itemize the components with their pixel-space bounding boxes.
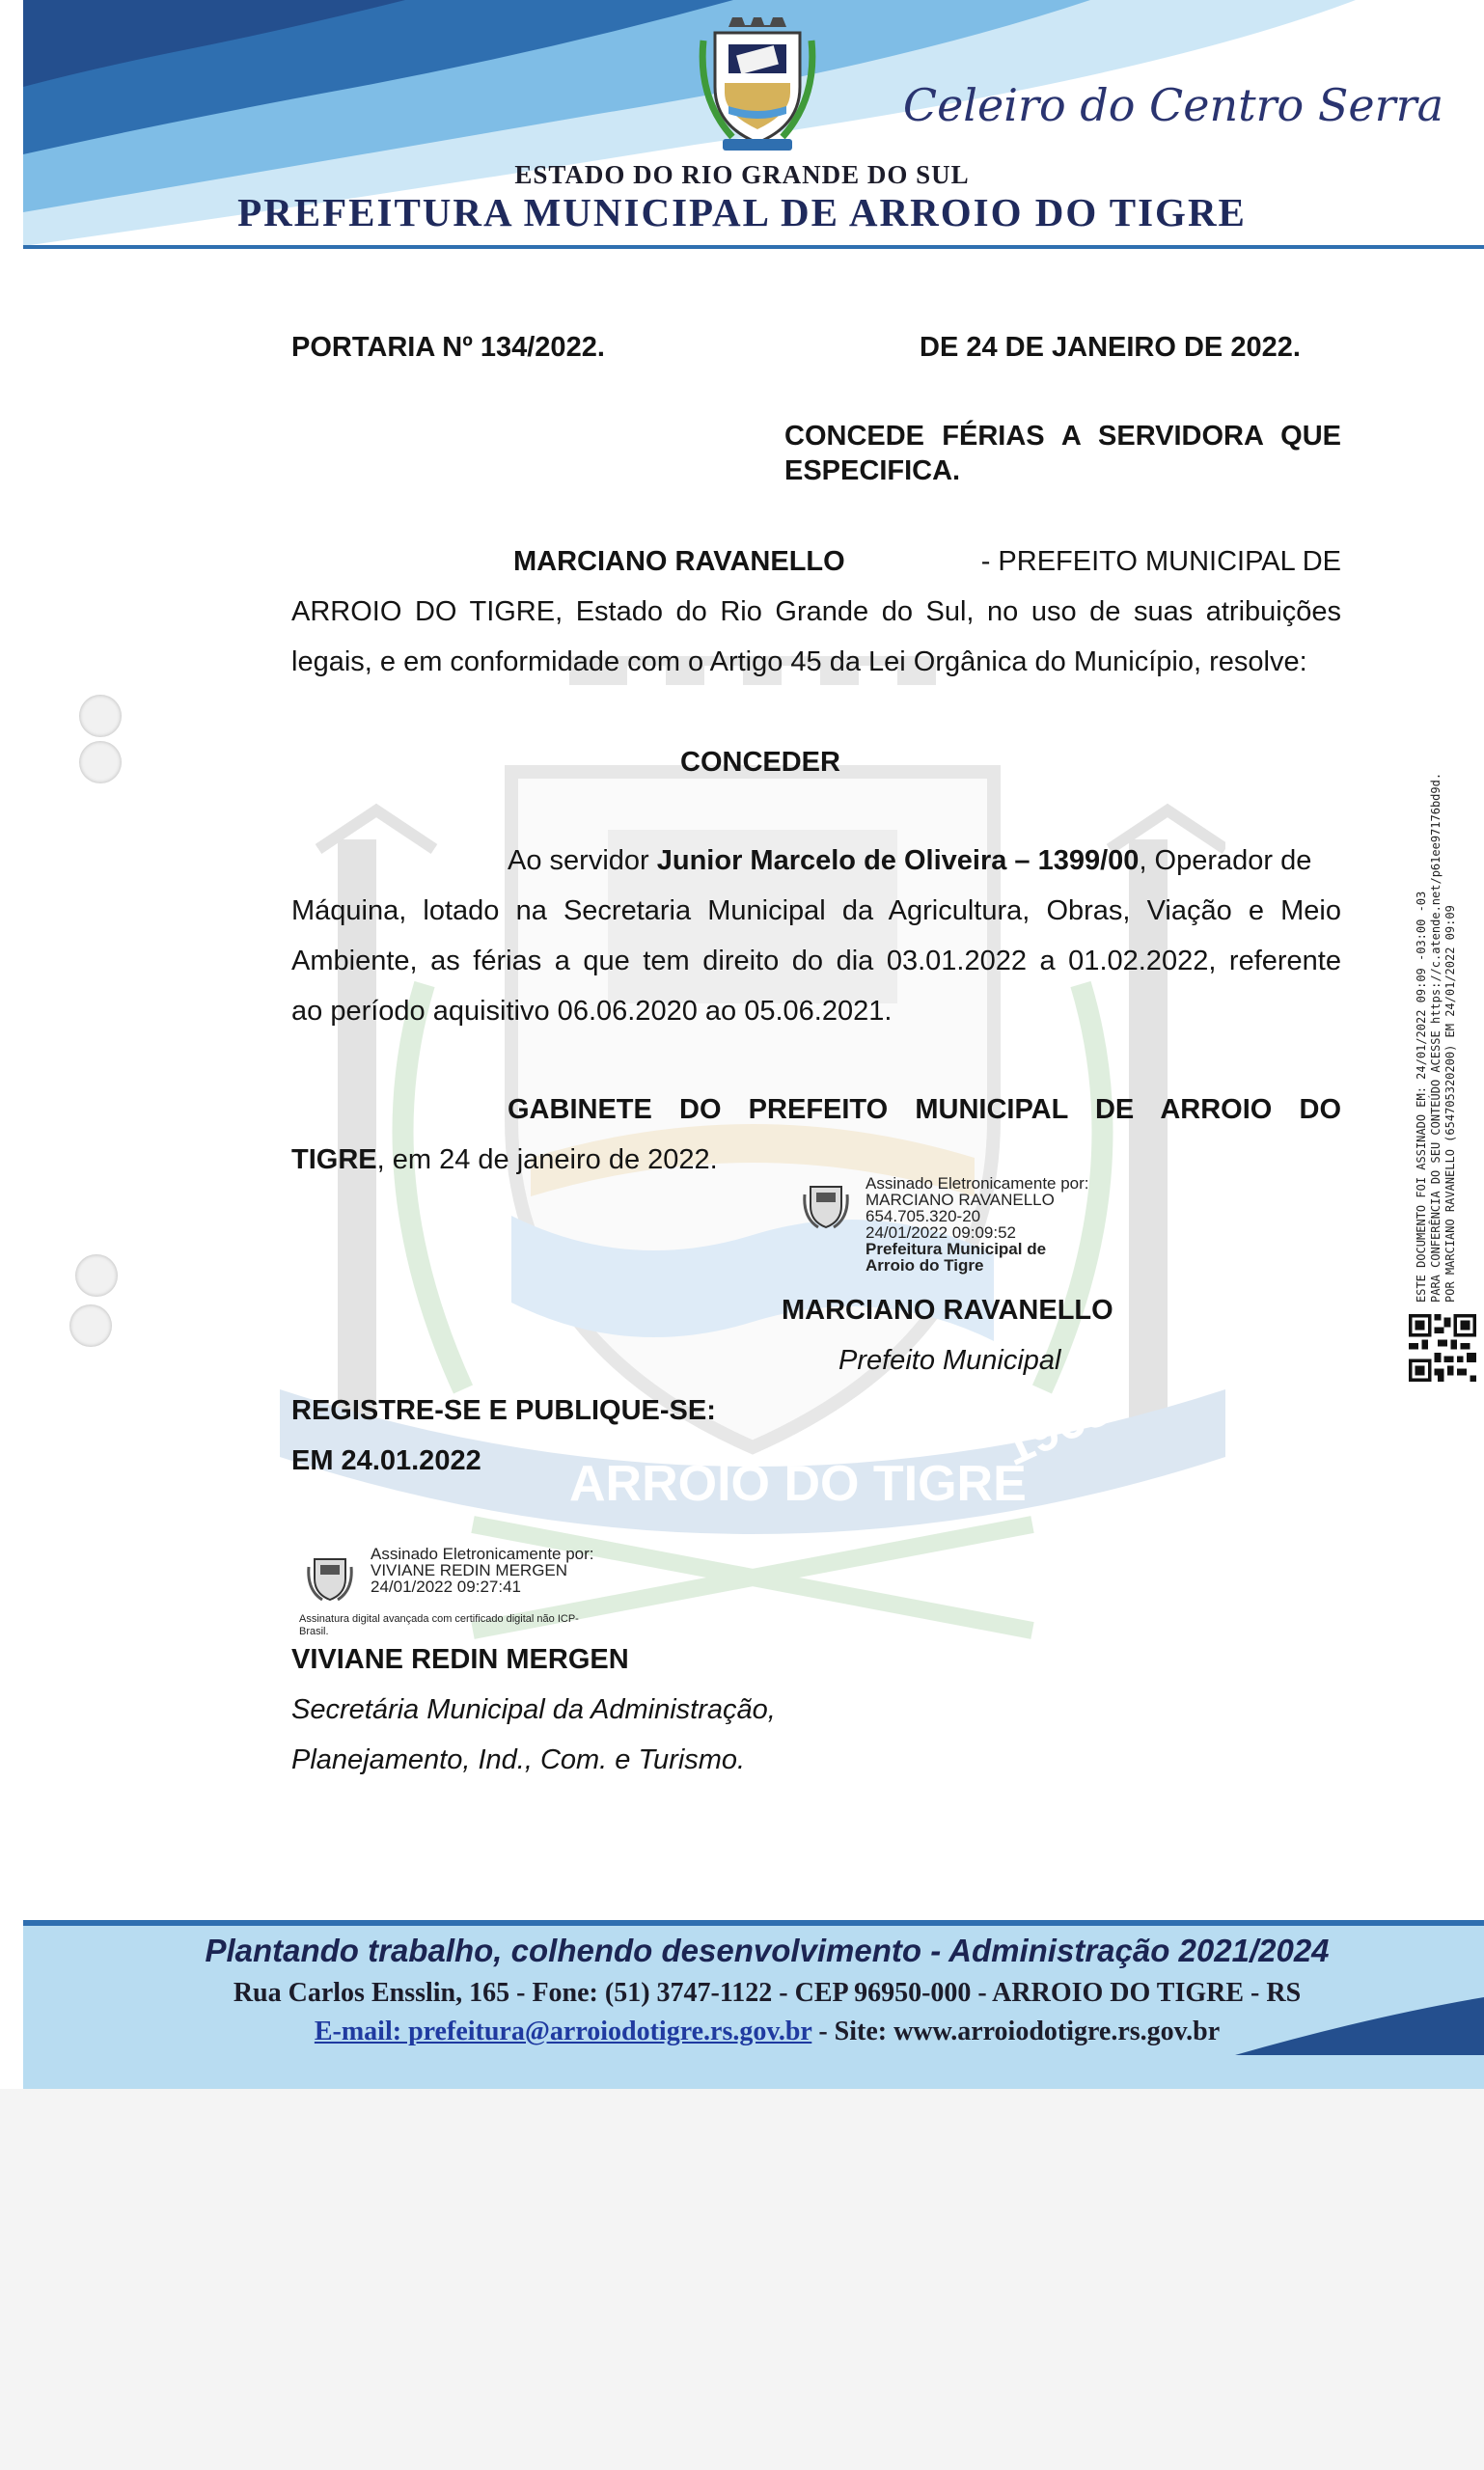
- paragraph-line: Ambiente, as férias a que tem direito do dia 03.01.2022 a 01.02.2022, referente: [291, 946, 1341, 976]
- punch-hole: [75, 1254, 118, 1297]
- e-signature-line: 24/01/2022 09:09:52: [866, 1223, 1016, 1242]
- signer-name: VIVIANE REDIN MERGEN: [291, 1644, 629, 1675]
- footer-stripe: [23, 1920, 1484, 1926]
- closing-line: GABINETE DO PREFEITO MUNICIPAL DE ARROIO DO: [508, 1094, 1341, 1125]
- footer-site: - Site: www.arroiodotigre.rs.gov.br: [811, 2017, 1221, 2046]
- closing-city: TIGRE: [291, 1144, 377, 1175]
- paragraph-line: [513, 536, 1341, 587]
- punch-hole: [69, 1304, 112, 1347]
- e-signature-seal-icon: [801, 1181, 851, 1231]
- side-stamp-line: PARA CONFERÊNCIA DO SEU CONTEÚDO ACESSE https://c.atende.net/p61ee97176bd9d.: [1429, 772, 1443, 1303]
- e-signature-note: Assinatura digital avançada com certificado digital não ICP-: [299, 1613, 579, 1625]
- header-slogan: Celeiro do Centro Serra: [902, 79, 1443, 131]
- paragraph-line: ao período aquisitivo 06.06.2020 ao 05.06.2021.: [291, 996, 893, 1027]
- closing-date: , em 24 de janeiro de 2022.: [376, 1144, 718, 1175]
- e-signature-line: VIVIANE REDIN MERGEN: [371, 1561, 568, 1579]
- scan-margin: [0, 2089, 1484, 2470]
- header-prefeitura: PREFEITURA MUNICIPAL DE ARROIO DO TIGRE: [237, 190, 1247, 234]
- paragraph-text: , Operador de: [1139, 845, 1312, 876]
- e-signature-seal-icon: [305, 1553, 355, 1604]
- signer-role: Secretária Municipal da Administração,: [291, 1694, 776, 1725]
- footer-email-link[interactable]: E-mail: prefeitura@arroiodotigre.rs.gov.br: [314, 2017, 812, 2046]
- signer-role: Prefeito Municipal: [838, 1345, 1061, 1376]
- e-signature-line: Assinado Eletronicamente por:: [371, 1545, 594, 1563]
- punch-hole: [79, 695, 122, 737]
- portaria-number: PORTARIA Nº 134/2022.: [291, 332, 605, 363]
- paragraph-text: - PREFEITO MUNICIPAL DE: [980, 546, 1341, 577]
- e-signature-line: 24/01/2022 09:27:41: [371, 1578, 521, 1596]
- signer-role: Planejamento, Ind., Com. e Turismo.: [291, 1744, 746, 1775]
- mayor-name: MARCIANO RAVANELLO: [513, 546, 845, 577]
- header-divider: [23, 245, 1484, 249]
- ementa-line: ESPECIFICA.: [784, 455, 961, 486]
- ementa-line: CONCEDE FÉRIAS A SERVIDORA QUE: [784, 421, 1341, 452]
- footer-contact: [0, 2017, 1484, 2047]
- registre-line: REGISTRE-SE E PUBLIQUE-SE:: [291, 1395, 716, 1426]
- signer-name: MARCIANO RAVANELLO: [782, 1295, 1113, 1326]
- paragraph-line: ARROIO DO TIGRE, Estado do Rio Grande do Sul, no uso de suas atribuições: [291, 596, 1341, 627]
- section-title: CONCEDER: [680, 747, 840, 778]
- e-signature-line: Arroio do Tigre: [866, 1256, 984, 1275]
- footer-motto: Plantando trabalho, colhendo desenvolvimento - Administração 2021/2024: [205, 1933, 1330, 1968]
- municipal-crest-logo: [690, 12, 825, 156]
- e-signature-note: Brasil.: [299, 1626, 329, 1637]
- e-signature-line: Assinado Eletronicamente por:: [866, 1174, 1089, 1193]
- portaria-date: DE 24 DE JANEIRO DE 2022.: [920, 332, 1301, 363]
- employee-name: Junior Marcelo de Oliveira – 1399/00: [656, 845, 1140, 876]
- paragraph-line: Máquina, lotado na Secretaria Municipal da Agricultura, Obras, Viação e Meio: [291, 895, 1341, 926]
- watermark-text: ARROIO DO TIGRE: [569, 1456, 1027, 1512]
- footer-address: Rua Carlos Ensslin, 165 - Fone: (51) 3747-1122 - CEP 96950-000 - ARROIO DO TIGRE - RS: [233, 1978, 1302, 2008]
- paragraph-line: legais, e em conformidade com o Artigo 45 da Lei Orgânica do Município, resolve:: [291, 646, 1307, 677]
- registre-line: EM 24.01.2022: [291, 1445, 481, 1476]
- side-stamp-line: POR MARCIANO RAVANELLO (654705320200) EM 24/01/2022 09:09: [1443, 905, 1457, 1303]
- paragraph-line: [508, 836, 1311, 886]
- punch-hole: [79, 741, 122, 783]
- watermark-year: 1963: [994, 1379, 1119, 1477]
- closing-line: [291, 1135, 718, 1185]
- e-signature-line: MARCIANO RAVANELLO: [866, 1191, 1055, 1209]
- qr-code: [1409, 1314, 1476, 1382]
- e-signature-line: 654.705.320-20: [866, 1207, 981, 1225]
- header-state: ESTADO DO RIO GRANDE DO SUL: [514, 160, 970, 189]
- e-signature-line: Prefeitura Municipal de: [866, 1240, 1047, 1258]
- paragraph-text: Ao servidor: [508, 845, 657, 876]
- side-stamp-line: ESTE DOCUMENTO FOI ASSINADO EM: 24/01/2022 09:09 -03:00 -03: [1415, 891, 1428, 1303]
